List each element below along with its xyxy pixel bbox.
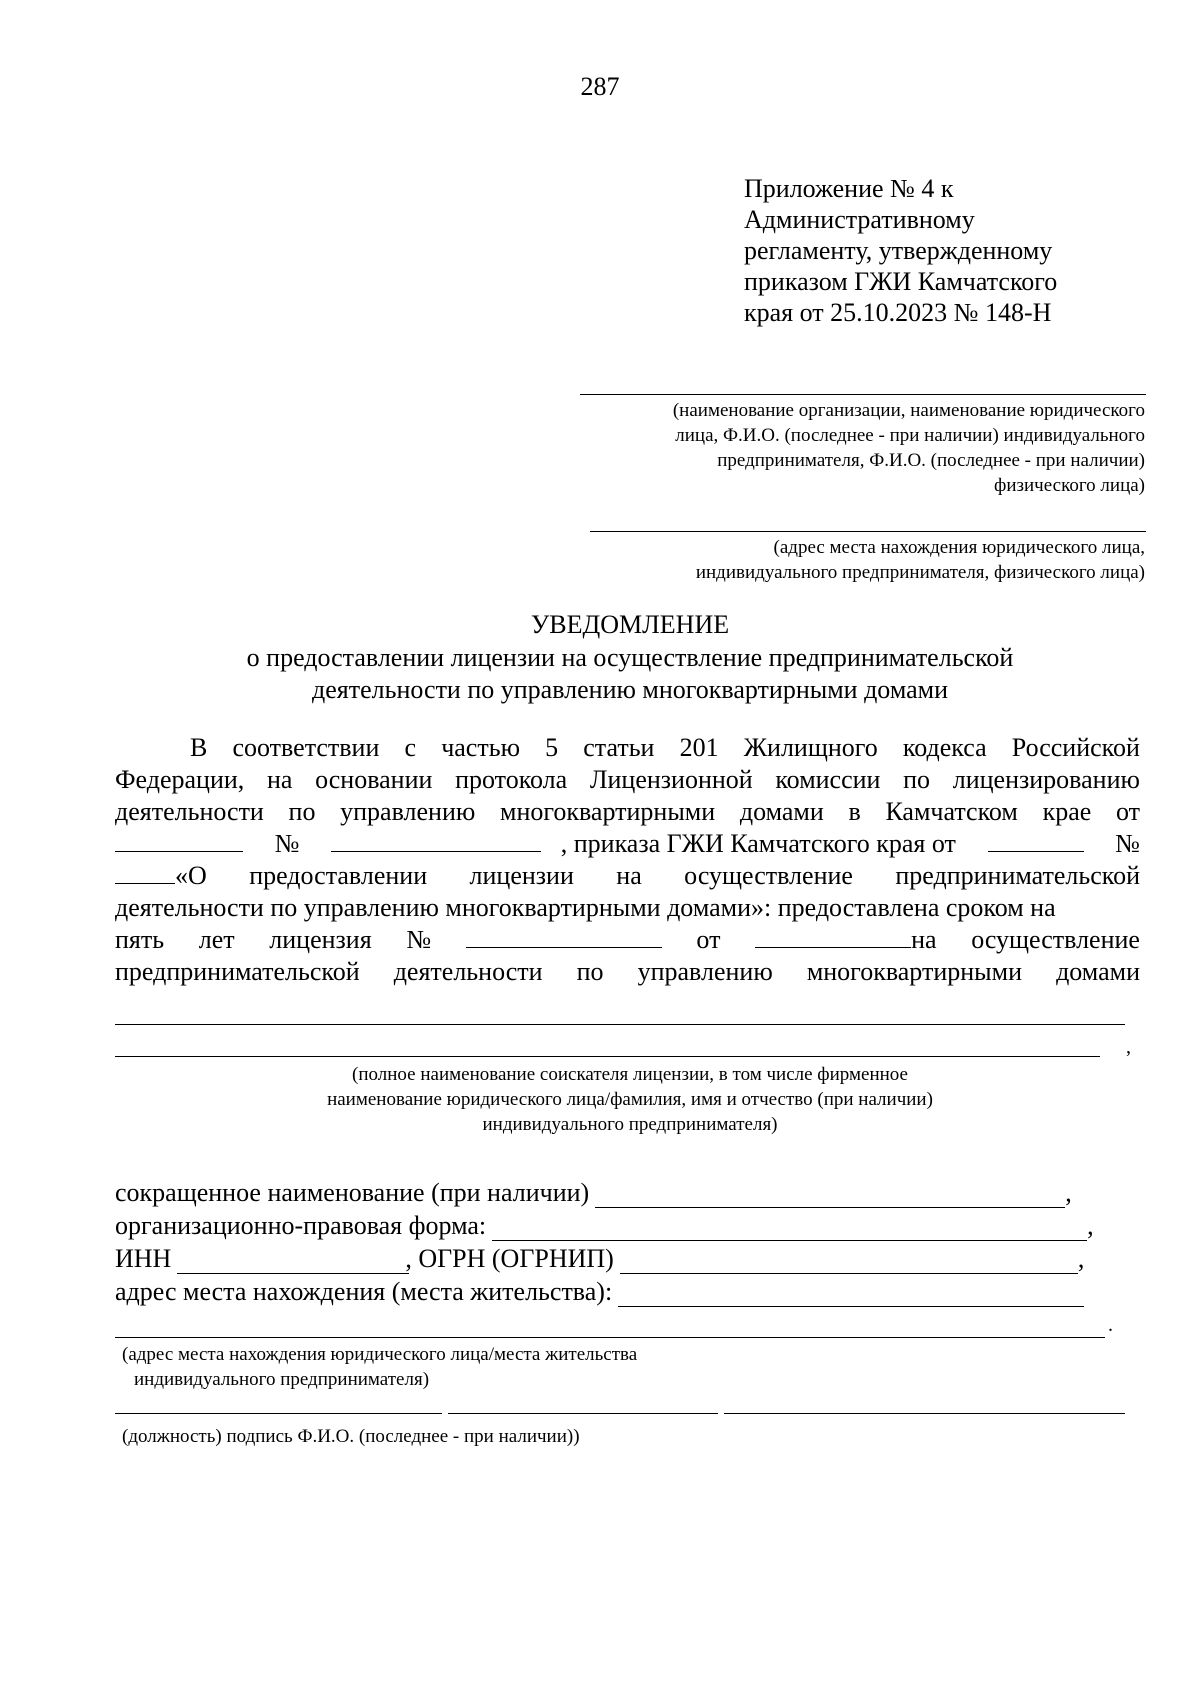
applicant-note xyxy=(0,1062,1200,1137)
body-line-7 xyxy=(115,925,1140,955)
word: кодекса xyxy=(902,733,987,762)
note-line: физического лица) xyxy=(994,475,1145,496)
note-line: (полное наименование соискателя лицензии, в том числе фирменное xyxy=(352,1064,908,1085)
field-label: сокращенное наименование (при наличии) xyxy=(115,1178,590,1207)
appendix-line: Административному xyxy=(744,205,975,234)
order-text: , приказа ГЖИ Камчатского края от xyxy=(560,829,956,858)
field-label: адрес места нахождения (места жительства): xyxy=(115,1277,613,1306)
document-subtitle-line: деятельности по управлению многоквартирными домами xyxy=(312,675,948,704)
word: домами xyxy=(1056,957,1140,986)
field-label: , ОГРН (ОГРНИП) xyxy=(405,1244,614,1273)
appendix-line: приказом ГЖИ Камчатского xyxy=(744,267,1058,296)
comma: , xyxy=(1065,1178,1072,1207)
comma: , xyxy=(1077,1244,1085,1273)
word: основании xyxy=(315,765,433,794)
word: протокола xyxy=(455,765,568,794)
word: лицензии xyxy=(469,861,574,890)
note-line: (адрес места нахождения юридического лица/места жительства xyxy=(122,1344,638,1365)
inn-ogrn-field xyxy=(115,1244,1084,1274)
word: лицензия xyxy=(269,925,372,954)
word: осуществление xyxy=(684,861,853,890)
ogrn-blank[interactable] xyxy=(620,1251,1078,1274)
address-field xyxy=(115,1277,1084,1307)
address-blank[interactable] xyxy=(618,1284,1084,1307)
word: от xyxy=(1115,797,1140,826)
order-date-blank[interactable] xyxy=(988,829,1084,852)
note-line: (адрес места нахождения юридического лица, xyxy=(773,537,1145,558)
word: крае xyxy=(1042,797,1092,826)
word: статьи xyxy=(583,733,655,762)
word: домами xyxy=(739,797,824,826)
appendix-line: Приложение № 4 к xyxy=(744,174,954,203)
word: Жилищного xyxy=(743,733,878,762)
legal-form-field xyxy=(115,1211,1094,1241)
word: деятельности xyxy=(115,797,264,826)
order-number-blank[interactable] xyxy=(115,861,175,884)
signature-blank[interactable] xyxy=(448,1413,718,1414)
document-title: УВЕДОМЛЕНИЕ xyxy=(530,610,730,639)
recipient-name-note xyxy=(673,398,1145,498)
note-line: индивидуального предпринимателя, физического лица) xyxy=(695,562,1145,583)
word: Российской xyxy=(1011,733,1140,762)
word: многоквартирными xyxy=(499,797,716,826)
position-blank[interactable] xyxy=(115,1413,442,1414)
field-label: организационно-правовая форма: xyxy=(115,1211,487,1240)
word: лет xyxy=(198,925,235,954)
word: по xyxy=(288,797,316,826)
word: лицензированию xyxy=(952,765,1140,794)
recipient-address-note xyxy=(696,535,1145,585)
address-note xyxy=(122,1342,637,1392)
appendix-reference xyxy=(744,173,1057,328)
word: предпринимательской xyxy=(115,957,360,986)
appendix-line: регламенту, утвержденному xyxy=(744,236,1053,265)
word: 5 xyxy=(545,733,559,762)
comma: , xyxy=(1087,1211,1094,1240)
recipient-address-blank[interactable] xyxy=(590,531,1146,532)
word: многоквартирными xyxy=(806,957,1022,986)
word: по xyxy=(903,765,931,794)
recipient-name-blank[interactable] xyxy=(580,394,1146,395)
body-line-1 xyxy=(190,733,1140,763)
text: деятельности по управлению многоквартирными домами»: предоставлена сроком на xyxy=(115,893,1056,922)
protocol-number-blank[interactable] xyxy=(331,829,541,852)
word: осуществление xyxy=(971,925,1140,954)
body-line-2 xyxy=(115,765,1140,795)
document-subtitle-line: о предоставлении лицензии на осуществление предпринимательской xyxy=(246,643,1014,672)
legal-form-blank[interactable] xyxy=(492,1218,1087,1241)
note-line: наименование юридического лица/фамилия, имя и отчество (при наличии) xyxy=(327,1089,933,1110)
applicant-name-blank-2[interactable] xyxy=(115,1056,1100,1057)
word: предпринимательской xyxy=(895,861,1140,890)
period: . xyxy=(1108,1314,1113,1336)
number-sign: № xyxy=(406,925,432,954)
body-line-6 xyxy=(115,893,1140,923)
body-line-5 xyxy=(115,861,1140,891)
short-name-blank[interactable] xyxy=(595,1185,1065,1208)
number-sign: № xyxy=(1115,829,1140,858)
comma: , xyxy=(1126,1036,1131,1058)
protocol-date-blank[interactable] xyxy=(115,829,243,852)
note-line: лица, Ф.И.О. (последнее - при наличии) индивидуального xyxy=(675,425,1145,446)
note-line: (наименование организации, наименование юридического xyxy=(672,400,1145,421)
word: «О xyxy=(175,861,207,890)
body-line-3 xyxy=(115,797,1140,827)
applicant-name-blank[interactable] xyxy=(115,1024,1125,1025)
appendix-line: края от 25.10.2023 № 148-Н xyxy=(744,298,1052,327)
word: Федерации, xyxy=(115,765,245,794)
number-sign: № xyxy=(274,829,300,858)
word: с xyxy=(404,733,417,762)
word: предоставлении xyxy=(249,861,428,890)
word: Лицензионной xyxy=(589,765,753,794)
full-name-blank[interactable] xyxy=(724,1413,1125,1414)
word: управлению xyxy=(637,957,773,986)
word: на xyxy=(911,925,937,954)
word: управлению xyxy=(340,797,476,826)
word: Камчатском xyxy=(885,797,1018,826)
note-line: предпринимателя, Ф.И.О. (последнее - при наличии) xyxy=(717,450,1145,471)
body-line-4 xyxy=(115,829,1140,859)
inn-blank[interactable] xyxy=(177,1251,409,1274)
address-blank-2[interactable] xyxy=(115,1337,1105,1338)
word: пять xyxy=(115,925,165,954)
word: на xyxy=(266,765,293,794)
field-label: ИНН xyxy=(115,1244,172,1273)
note-line: индивидуального предпринимателя) xyxy=(134,1369,430,1390)
word: частью xyxy=(441,733,520,762)
word: в xyxy=(848,797,861,826)
signature-note: (должность) подпись Ф.И.О. (последнее - при наличии)) xyxy=(122,1426,580,1447)
word: соответствии xyxy=(232,733,380,762)
word: на xyxy=(616,861,642,890)
word: В xyxy=(190,733,208,762)
page-number: 287 xyxy=(580,72,620,101)
word: комиссии xyxy=(775,765,881,794)
word: от xyxy=(696,925,721,954)
word: деятельности xyxy=(393,957,543,986)
word: по xyxy=(576,957,604,986)
word: 201 xyxy=(679,733,719,762)
short-name-field xyxy=(115,1178,1072,1208)
note-line: индивидуального предпринимателя) xyxy=(482,1114,778,1135)
body-line-8 xyxy=(115,957,1140,987)
license-number-blank[interactable] xyxy=(466,925,662,948)
license-date-blank[interactable] xyxy=(755,925,911,948)
